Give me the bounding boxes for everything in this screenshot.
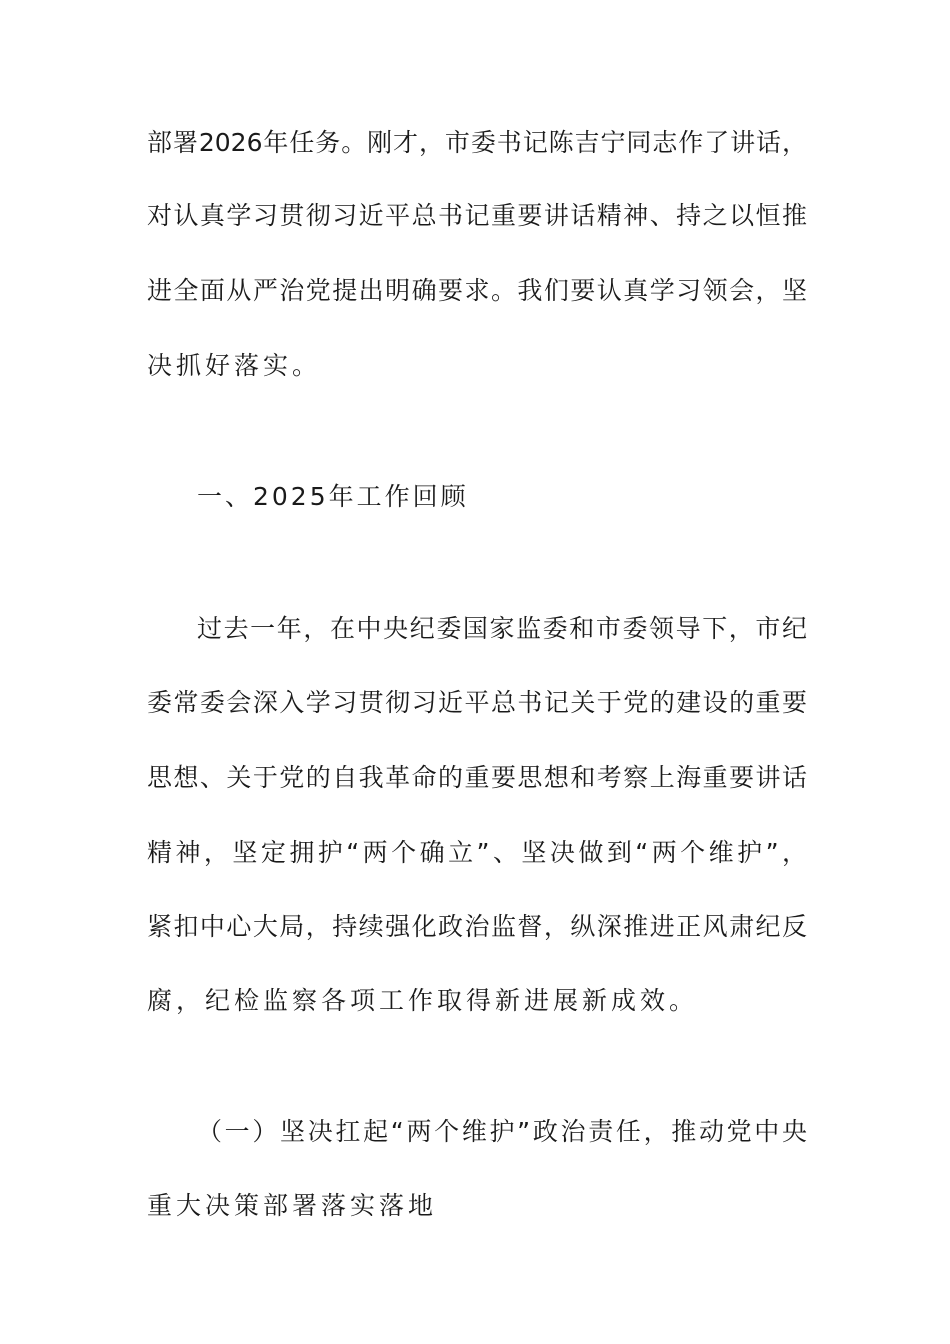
paragraph-line: 过去一年，在中央纪委国家监委和市委领导下，市纪 — [197, 614, 807, 643]
paragraph-line: 紧扣中心大局，持续强化政治监督，纵深推进正风肃纪反 — [147, 912, 807, 941]
paragraph-line: 精神，坚定拥护“两个确立”、坚决做到“两个维护”， — [147, 838, 807, 867]
paragraph-line: 腐，纪检监察各项工作取得新进展新成效。 — [147, 986, 699, 1015]
paragraph-line: 对认真学习贯彻习近平总书记重要讲话精神、持之以恒推 — [147, 201, 807, 230]
paragraph-line: 决抓好落实。 — [147, 351, 322, 380]
subsection-heading-line: 重大决策部署落实落地 — [147, 1191, 438, 1220]
paragraph-line: 进全面从严治党提出明确要求。我们要认真学习领会，坚 — [147, 276, 807, 305]
paragraph-line: 思想、关于党的自我革命的重要思想和考察上海重要讲话 — [147, 763, 807, 792]
paragraph-line: 委常委会深入学习贯彻习近平总书记关于党的建设的重要 — [147, 688, 807, 717]
paragraph-line: 部署2026年任务。刚才，市委书记陈吉宁同志作了讲话， — [147, 128, 807, 157]
section-heading: 一、2025年工作回顾 — [197, 482, 469, 511]
subsection-heading-line: （一）坚决扛起“两个维护”政治责任，推动党中央 — [197, 1117, 807, 1146]
